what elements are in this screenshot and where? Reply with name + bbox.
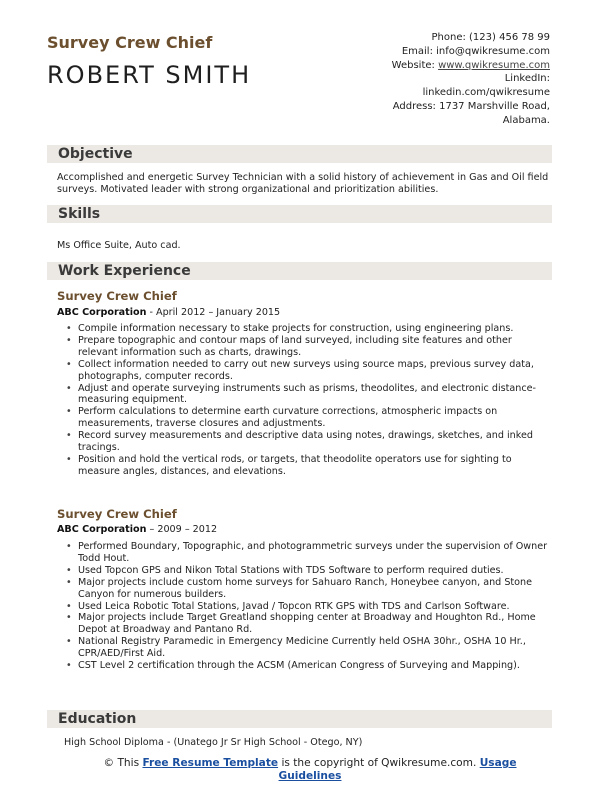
job-1-company: ABC Corporation xyxy=(57,307,147,318)
list-item: • Major projects include custom home surveys for Sahuaro Ranch, Honeybee canyon, and Stone Canyon for numerous builders. xyxy=(66,577,552,601)
candidate-name: ROBERT SMITH xyxy=(47,61,252,89)
job-2-title: Survey Crew Chief xyxy=(57,507,177,521)
job-2-dates: – 2009 – 2012 xyxy=(146,524,218,535)
skills-heading: Skills xyxy=(58,206,101,222)
job-1-dates: - April 2012 – January 2015 xyxy=(146,307,281,318)
list-item: • Major projects include Target Greatland shopping center at Broadway and Houghton Rd., Home Depot at Broadway and Pantano Rd. xyxy=(66,612,552,636)
job-1-title: Survey Crew Chief xyxy=(57,289,177,303)
contact-block xyxy=(320,31,550,128)
list-item: • Prepare topographic and contour maps of land surveyed, including site features and other relevant information such as charts, drawings. xyxy=(66,335,552,359)
contact-phone: Phone: (123) 456 78 99 xyxy=(431,32,550,43)
job-2-bullets xyxy=(66,541,552,672)
contact-linkedin-value: linkedin.com/qwikresume xyxy=(422,87,550,99)
contact-email: Email: info@qwikresume.com xyxy=(401,45,550,57)
objective-text: Accomplished and energetic Survey Technician with a solid history of achievement in Gas and Oil field surveys. Motivated leader with strong organizational and prioritization abilities. xyxy=(57,172,549,195)
contact-address-line2: Alabama. xyxy=(502,114,550,126)
website-label: Website: xyxy=(391,59,439,71)
job-1-bullets xyxy=(66,323,552,478)
objective-section-header xyxy=(47,145,552,163)
list-item: • Used Topcon GPS and Nikon Total Stations with TDS Software to perform required duties. xyxy=(66,565,552,577)
job-2-company: ABC Corporation xyxy=(57,524,147,535)
footer-middle: is the copyright of Qwikresume.com. xyxy=(278,757,480,769)
education-heading: Education xyxy=(58,711,137,727)
website-link[interactable]: www.qwikresume.com xyxy=(438,59,550,71)
list-item: • Perform calculations to determine earth curvature corrections, atmospheric impacts on measurements, traverse closures and adjustments. xyxy=(66,406,552,430)
job-headline: Survey Crew Chief xyxy=(47,33,213,52)
list-item: • Used Leica Robotic Total Stations, Javad / Topcon RTK GPS with TDS and Carlson Software. xyxy=(66,601,552,613)
list-item: • Collect information needed to carry out new surveys using source maps, previous survey data, photographs, computer records. xyxy=(66,359,552,383)
list-item: • CST Level 2 certification through the ACSM (American Congress of Surveying and Mapping). xyxy=(66,660,552,672)
contact-website xyxy=(320,59,550,73)
skills-section-header xyxy=(47,205,552,223)
experience-heading: Work Experience xyxy=(58,263,191,279)
job-2-meta xyxy=(57,524,217,536)
skills-text: Ms Office Suite, Auto cad. xyxy=(57,240,181,251)
experience-section-header xyxy=(47,262,552,280)
list-item: • National Registry Paramedic in Emergency Medicine Currently held OSHA 30hr., OSHA 10 Hr., CPR/AED/First Aid. xyxy=(66,636,552,660)
objective-heading: Objective xyxy=(58,146,133,162)
contact-address-line1: Address: 1737 Marshville Road, xyxy=(392,100,550,112)
contact-linkedin-label: LinkedIn: xyxy=(504,73,550,85)
list-item: • Position and hold the vertical rods, or targets, that theodolite operators use for sighting to measure angles, distances, and elevations. xyxy=(66,454,552,478)
job-1-meta xyxy=(57,307,280,319)
list-item: • Adjust and operate surveying instruments such as prisms, theodolites, and electronic distance- measuring equipment. xyxy=(66,383,552,407)
list-item: • Compile information necessary to stake projects for construction, using engineering plans. xyxy=(66,323,552,335)
footer-prefix: © This xyxy=(103,757,143,769)
list-item: • Performed Boundary, Topographic, and photogrammetric surveys under the supervision of Owner Todd Hout. xyxy=(66,541,552,565)
free-resume-template-link[interactable]: Free Resume Template xyxy=(142,757,279,769)
education-text: High School Diploma - (Unatego Jr Sr High School - Otego, NY) xyxy=(64,737,363,748)
education-section-header xyxy=(47,710,552,728)
list-item: • Record survey measurements and descriptive data using notes, drawings, sketches, and inked tracings. xyxy=(66,430,552,454)
copyright-footer xyxy=(80,757,540,783)
usage-guidelines-link[interactable]: Usage Guidelines xyxy=(278,757,517,782)
